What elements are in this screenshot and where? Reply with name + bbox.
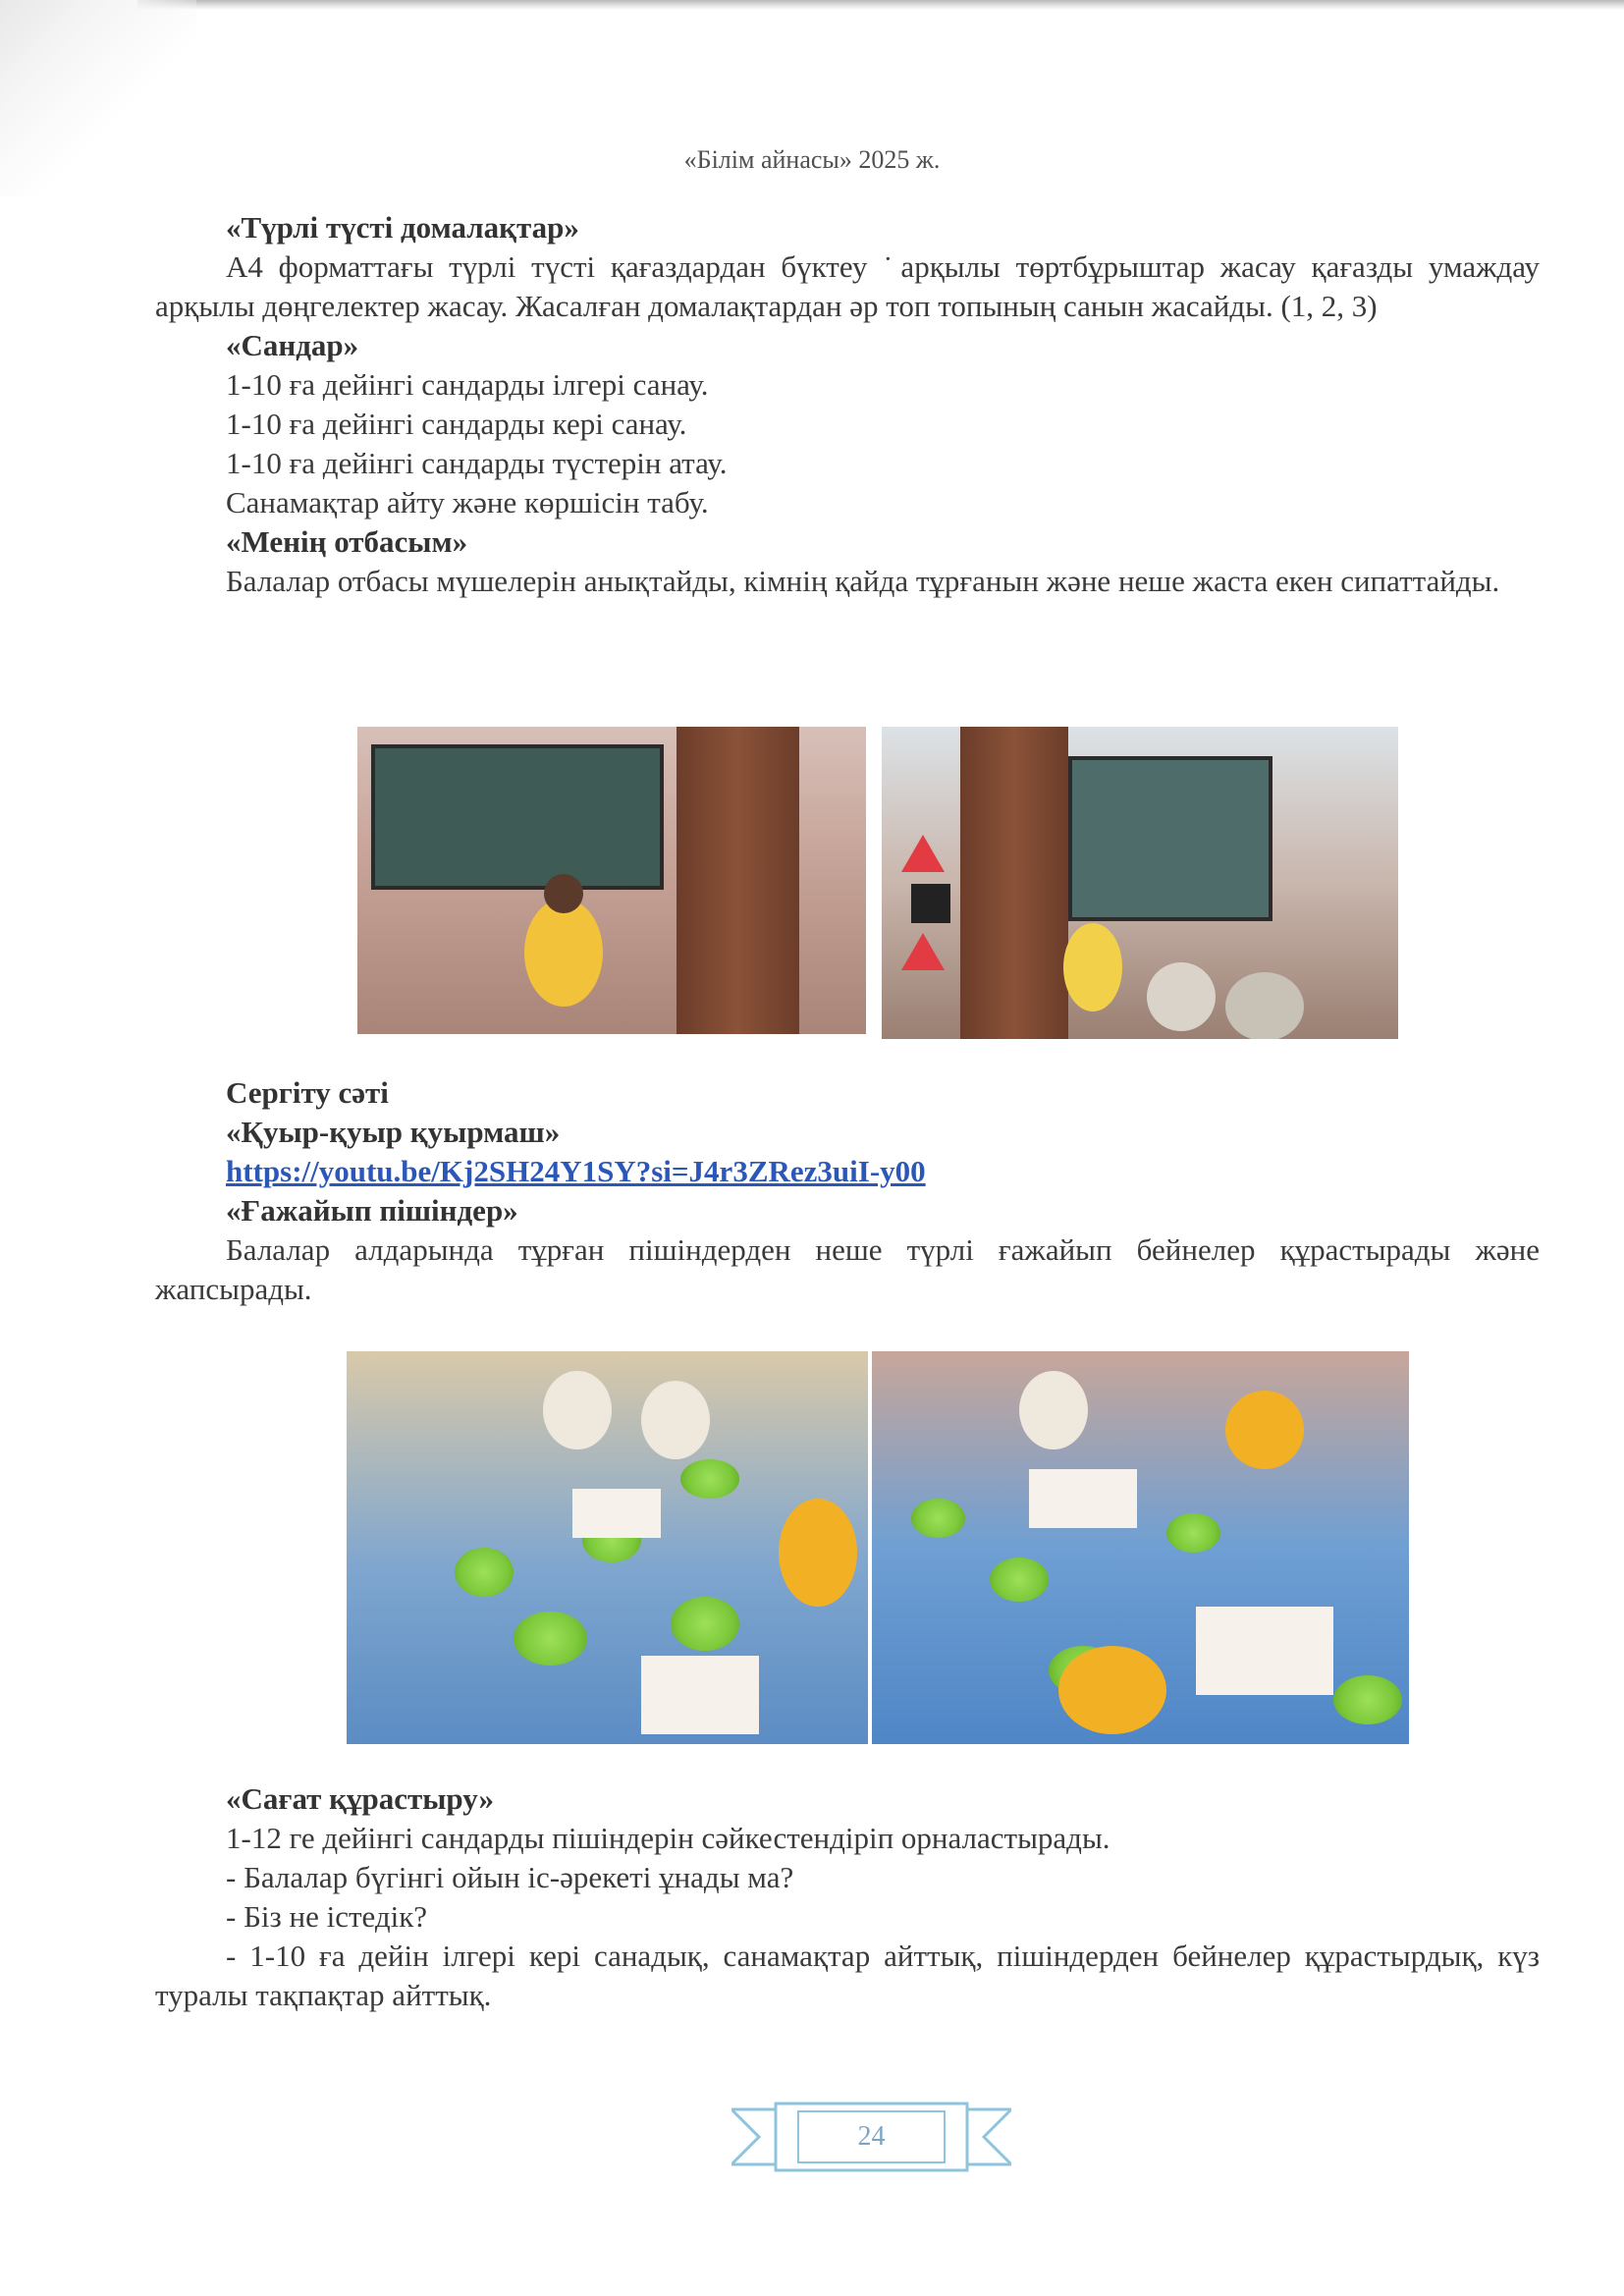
paragraph-my-family: Балалар отбасы мүшелерін анықтайды, кімнің қайда тұрғанын және неше жаста екен сипаттайды. (226, 564, 1500, 598)
video-link-container (155, 1152, 1540, 1191)
paragraph-colored-balls: А4 форматтағы түрлі түсті қағаздардан бүктеу ˙арқылы төртбұрыштар жасау қағазды умаждау арқылы дөңгелектер жасау. Жасалған домалақтардан әр топ топының санын жасайды. (1, 2, 3) (155, 249, 1540, 323)
clock-instruction: 1-12 ге дейінгі сандарды пішіндерін сәйкестендіріп орналастырады. (226, 1821, 1110, 1855)
text-block-middle (155, 1073, 1540, 1309)
list-item: Санамақтар айту және көршісін табу. (226, 485, 709, 519)
question-line: - Балалар бүгінгі ойын іс-әрекеті ұнады ма? (226, 1860, 794, 1894)
page-header: «Білім айнасы» 2025 ж. (683, 145, 941, 174)
page-number: 24 (857, 2121, 886, 2152)
classroom-photo-screen-right (882, 727, 1398, 1039)
question-line: - Біз не істедік? (226, 1899, 428, 1934)
heading-colored-balls: «Түрлі түсті домалақтар» (226, 210, 579, 245)
classroom-photo-tables-right (872, 1351, 1409, 1744)
classroom-photo-screen-left (357, 727, 866, 1034)
text-block-bottom (155, 1779, 1540, 2015)
heading-warm-up: Сергіту сәті (226, 1075, 389, 1110)
summary-paragraph: - 1-10 ға дейін ілгері кері санадық, санамақтар айттық, пішіндерден бейнелер құрастырдық, күз туралы тақпақтар айттық. (155, 1939, 1540, 2012)
youtube-link[interactable]: https://youtu.be/Kj2SH24Y1SY?si=J4r3ZRez3uiI-y00 (226, 1154, 926, 1188)
text-block-top (155, 208, 1540, 601)
list-item: 1-10 ға дейінгі сандарды түстерін атау. (226, 446, 728, 480)
heading-song: «Қуыр-қуыр қуырмаш» (226, 1115, 561, 1149)
paragraph-amazing-shapes: Балалар алдарында тұрған пішіндерден неше түрлі ғажайып бейнелер құрастырады және жапсырады. (155, 1232, 1540, 1306)
photo-row-bottom (347, 1351, 1409, 1744)
classroom-photo-tables-left (347, 1351, 868, 1744)
page-number-ribbon (731, 2100, 1011, 2174)
list-item: 1-10 ға дейінгі сандарды кері санау. (226, 407, 687, 441)
photo-row-top (357, 727, 1398, 1039)
heading-clock: «Сағат құрастыру» (226, 1781, 495, 1816)
heading-numbers: «Сандар» (226, 328, 359, 362)
heading-amazing-shapes: «Ғажайып пішіндер» (226, 1193, 518, 1228)
list-item: 1-10 ға дейінгі сандарды ілгері санау. (226, 367, 709, 402)
heading-my-family: «Менің отбасым» (226, 524, 468, 559)
scan-top-edge (137, 0, 1624, 10)
